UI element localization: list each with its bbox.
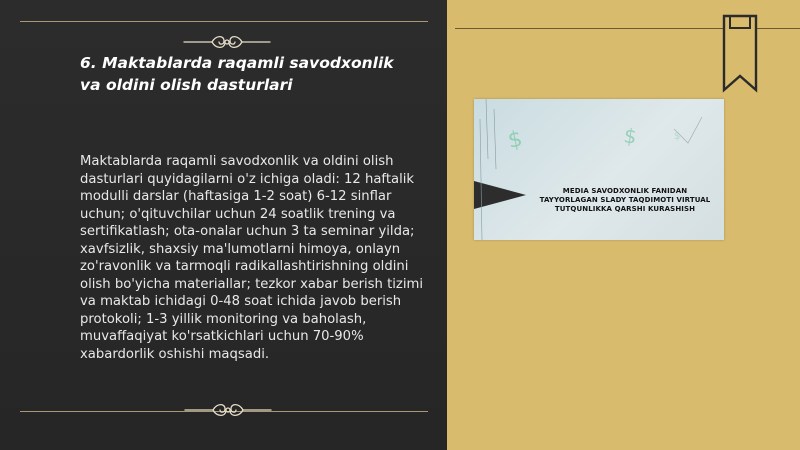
thumbnail-caption-line-3: TUTQUNLIKKA QARSHI KURASHISH [554, 205, 696, 213]
ornament-divider-icon [182, 33, 272, 51]
svg-text:$: $ [622, 123, 639, 149]
slide-title [80, 52, 425, 96]
slide-title-line-2: va oldini olish dasturlari [80, 76, 293, 94]
thumbnail-graphics [474, 99, 724, 240]
slide-body-text: Maktablarda raqamli savodxonlik va oldini olish dasturlari quyidagilarni o'z ichiga oladi: 12 haftalik modulli darslar (haftasiga 1-2 soat) 6-12 sinflar uchun; o'qituvchilar uchun 24 soatlik trening va sertifikatlash; ota-onalar uchun 3 ta seminar yilda; xavfsizlik, shaxsiy ma'lumotlarni himoya, onlayn zo'ravonlik va tarmoqli radikallashtirishning oldini olish bo'yicha materiallar; tezkor xabar berish tizimi va maktab ichidagi 0-48 soat ichida javob berish protokoli; 1-3 yillik monitoring va baholash, muvaffaqiyat ko'rsatkichlari uchun 70-90% xabardorlik oshishi maqsadi. [80, 154, 424, 362]
thumbnail-caption [530, 187, 720, 214]
thumbnail-caption-line-1: MEDIA SAVODXONLIK FANIDAN [562, 187, 688, 195]
bookmark-ribbon-icon [720, 14, 760, 94]
dollar-sign-icon [506, 123, 681, 154]
ornament-divider-icon [183, 401, 273, 419]
top-divider-line [20, 21, 428, 22]
svg-text:$: $ [505, 126, 525, 154]
thumbnail-caption-line-2: TAYYORLAGAN SLADY TAQDIMOTI VIRTUAL [539, 196, 711, 204]
slide-title-line-1: 6. Maktablarda raqamli savodxonlik [80, 54, 394, 72]
slide-thumbnail-image [474, 99, 724, 240]
svg-text:$: $ [674, 131, 681, 142]
